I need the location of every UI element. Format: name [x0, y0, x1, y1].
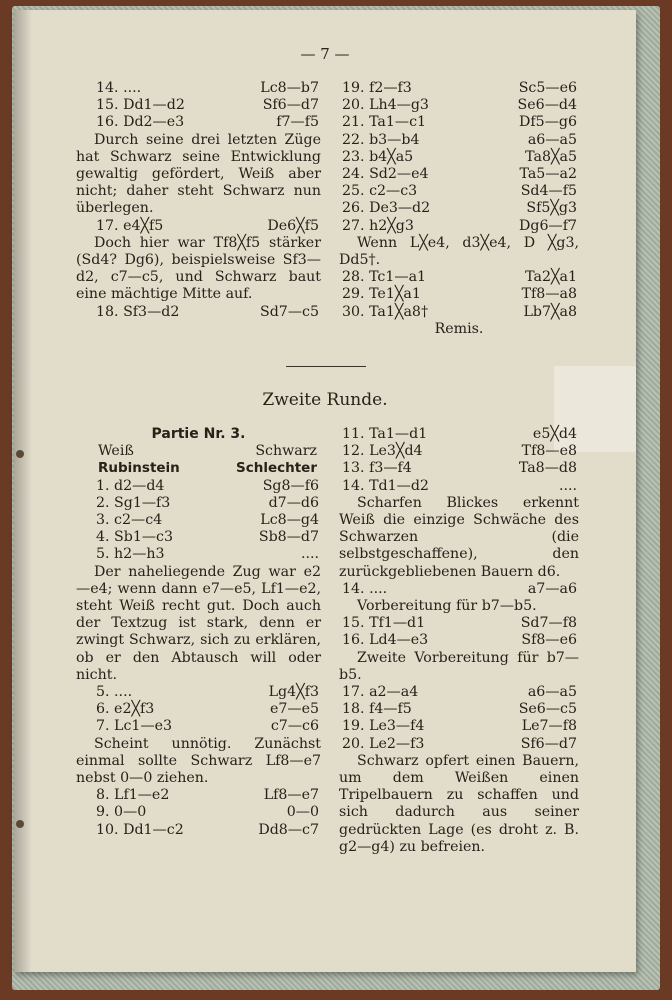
move-row [76, 822, 321, 839]
move-row [76, 787, 321, 804]
white-move: 22. b3—b4 [342, 131, 420, 148]
move-spacer [414, 615, 504, 632]
move-spacer [414, 718, 504, 735]
black-move: Lf8—e7 [263, 787, 319, 804]
move-row [339, 132, 579, 149]
black-move: Ta8╳a5 [525, 148, 577, 165]
right-column-top [339, 80, 579, 338]
move-spacer [414, 426, 504, 443]
black-move: .... [558, 477, 577, 494]
black-move: Dg6—f7 [519, 217, 577, 234]
white-move: 1. d2—d4 [96, 477, 165, 494]
binding-hole [16, 820, 24, 828]
white-move: 25. c2—c3 [342, 183, 418, 200]
white-move: 12. Le3╳d4 [342, 443, 423, 460]
white-move: 5. .... [96, 684, 133, 701]
move-spacer [168, 804, 248, 821]
move-row [339, 684, 579, 701]
white-move: 16. Dd2—e3 [96, 114, 185, 131]
white-move: 13. f3—f4 [342, 460, 412, 477]
black-move: Sb8—d7 [258, 529, 319, 546]
move-spacer [414, 684, 504, 701]
left-column-top [76, 80, 321, 321]
black-move: c7—c6 [270, 718, 319, 735]
move-spacer [168, 97, 248, 114]
black-move: Ta8—d8 [518, 460, 577, 477]
book-page [14, 10, 636, 972]
move-spacer [168, 684, 248, 701]
move-spacer [414, 149, 504, 166]
move-row [339, 114, 579, 131]
move-spacer [414, 286, 504, 303]
move-spacer [168, 478, 248, 495]
move-spacer [414, 304, 504, 321]
white-move: 4. Sb1—c3 [96, 529, 174, 546]
move-row [339, 460, 579, 477]
white-move: 23. b4╳a5 [342, 148, 414, 165]
move-spacer [168, 218, 248, 235]
move-row [76, 512, 321, 529]
move-row [339, 736, 579, 753]
move-spacer [414, 581, 504, 598]
annotation-text: Der naheliegende Zug war e2—e4; wenn dann e7—e5, Lf1—e2, steht Weiß recht gut. Doch auch der Textzug ist stark, denn er zwingt Schwarz, sich zu erklären, ob er den Abtausch will oder nicht. [76, 563, 321, 683]
white-move: 11. Ta1—d1 [342, 426, 428, 442]
move-row [339, 269, 579, 286]
black-move: Ta2╳a1 [525, 269, 577, 286]
white-move: 5. h2—h3 [96, 546, 165, 563]
white-move: 16. Ld4—e3 [342, 632, 429, 649]
move-row [339, 218, 579, 235]
move-row [76, 718, 321, 735]
move-row [339, 426, 579, 443]
white-move: 2. Sg1—f3 [96, 494, 171, 511]
black-move: d7—d6 [268, 494, 319, 511]
white-move: 26. De3—d2 [342, 200, 431, 217]
black-label: Schwarz [255, 443, 317, 460]
move-row [339, 632, 579, 649]
white-move: 6. e2╳f3 [96, 701, 155, 718]
black-move: Df5—g6 [519, 114, 577, 131]
annotation-text: Durch seine drei letzten Züge hat Schwarz seine Entwicklung gewaltig gefördert, Weiß aber nicht; daher steht Schwarz nun überlegen. [76, 131, 321, 217]
black-move: Lg4╳f3 [268, 684, 319, 701]
white-move: 18. Sf3—d2 [96, 303, 180, 320]
black-move: De6╳f5 [267, 217, 319, 234]
black-move: Lc8—b7 [260, 80, 319, 96]
black-move: Sf6—d7 [520, 735, 577, 752]
white-player: Rubinstein [98, 460, 180, 477]
move-spacer [414, 97, 504, 114]
move-spacer [414, 80, 504, 97]
move-spacer [414, 632, 504, 649]
black-move: Tf8—e8 [521, 443, 577, 460]
move-spacer [414, 736, 504, 753]
move-spacer [168, 512, 248, 529]
move-spacer [168, 787, 248, 804]
move-spacer [414, 132, 504, 149]
move-spacer [168, 304, 248, 321]
move-row [339, 478, 579, 495]
white-move: 15. Tf1—d1 [342, 615, 426, 632]
move-row [339, 286, 579, 303]
white-move: 29. Te1╳a1 [342, 286, 421, 303]
move-row [339, 304, 579, 321]
move-spacer [414, 183, 504, 200]
page-binding-shadow [14, 10, 32, 972]
move-spacer [414, 478, 504, 495]
white-move: 14. .... [342, 580, 388, 597]
move-row [76, 684, 321, 701]
black-move: Se6—d4 [517, 97, 577, 114]
player-names [76, 460, 321, 477]
annotation-text: Scheint unnötig. Zunächst einmal sollte Schwarz Lf8—e7 nebst 0—0 ziehen. [76, 735, 321, 787]
white-move: 19. Le3—f4 [342, 718, 425, 735]
move-spacer [414, 166, 504, 183]
move-row [76, 478, 321, 495]
move-spacer [168, 822, 248, 839]
move-row [339, 443, 579, 460]
section-divider [286, 366, 366, 367]
black-move: Sf5╳g3 [526, 200, 577, 217]
move-spacer [168, 718, 248, 735]
move-spacer [414, 269, 504, 286]
move-row [339, 80, 579, 97]
black-move: Sf8—e6 [521, 632, 577, 649]
move-row [339, 200, 579, 217]
black-move: Le7—f8 [521, 718, 577, 735]
white-move: 19. f2—f3 [342, 80, 412, 96]
white-move: 30. Ta1╳a8† [342, 303, 429, 320]
move-row [339, 97, 579, 114]
move-row [76, 804, 321, 821]
move-spacer [414, 218, 504, 235]
white-move: 15. Dd1—d2 [96, 97, 185, 114]
black-move: Lc8—g4 [260, 512, 319, 529]
white-move: 24. Sd2—e4 [342, 166, 429, 183]
move-row [339, 149, 579, 166]
move-row [76, 546, 321, 563]
black-move: Lb7╳a8 [523, 303, 577, 320]
left-column-bottom [76, 426, 321, 839]
black-move: Tf8—a8 [521, 286, 577, 303]
move-spacer [414, 114, 504, 131]
white-move: 10. Dd1—c2 [96, 821, 184, 838]
white-move: 9. 0—0 [96, 804, 147, 821]
move-row [339, 183, 579, 200]
black-move: Sd4—f5 [520, 183, 577, 200]
black-move: .... [300, 546, 319, 563]
white-move: 8. Lf1—e2 [96, 787, 170, 804]
white-move: 28. Tc1—a1 [342, 269, 427, 286]
white-move: 27. h2╳g3 [342, 217, 414, 234]
move-row [339, 701, 579, 718]
move-row [339, 718, 579, 735]
black-move: a7—a6 [527, 580, 577, 597]
left-bottom-moves [76, 478, 321, 839]
color-labels [76, 443, 321, 460]
black-move: Se6—c5 [518, 701, 577, 718]
white-move: 21. Ta1—c1 [342, 114, 427, 131]
section-heading: Zweite Runde. [262, 390, 388, 410]
page-number: — 7 — [300, 45, 350, 63]
move-row [76, 529, 321, 546]
move-row [76, 114, 321, 131]
move-row [339, 166, 579, 183]
black-move: a6—a5 [527, 131, 577, 148]
white-move: 17. a2—a4 [342, 684, 419, 701]
white-label: Weiß [98, 443, 134, 460]
black-player: Schlechter [236, 460, 317, 477]
move-row [76, 97, 321, 114]
move-spacer [168, 529, 248, 546]
move-spacer [414, 200, 504, 217]
white-move: 14. Td1—d2 [342, 477, 429, 494]
move-spacer [168, 495, 248, 512]
black-move: Sf6—d7 [262, 97, 319, 114]
black-move: Ta5—a2 [519, 166, 577, 183]
white-move: 17. e4╳f5 [96, 217, 164, 234]
move-spacer [168, 546, 248, 563]
annotation-text: Vorbereitung für b7—b5. [357, 598, 537, 615]
annotation-text: Wenn L╳e4, d3╳e4, D ╳g3, Dd5†. [339, 234, 579, 269]
move-row [76, 495, 321, 512]
move-row [76, 701, 321, 718]
move-spacer [414, 701, 504, 718]
move-spacer [168, 114, 248, 131]
move-row [339, 581, 579, 598]
white-move: 18. f4—f5 [342, 701, 412, 718]
white-move: 7. Lc1—e3 [96, 718, 173, 735]
move-spacer [414, 460, 504, 477]
move-spacer [168, 80, 248, 97]
black-move: Sd7—c5 [260, 303, 319, 320]
move-spacer [414, 443, 504, 460]
move-row [76, 304, 321, 321]
move-spacer [168, 701, 248, 718]
black-move: a6—a5 [527, 684, 577, 701]
black-move: e7—e5 [269, 701, 319, 718]
annotation-text: Schwarz opfert einen Bauern, um dem Weißen einen Tripelbauern zu schaffen und sich dadurch aus seiner gedrückten Lage (es droht z. B. g2—g4) zu befreien. [339, 752, 579, 855]
move-row [339, 615, 579, 632]
black-move: Sg8—f6 [262, 477, 319, 494]
black-move: f7—f5 [276, 114, 319, 131]
move-row [76, 80, 321, 97]
annotation-text: Scharfen Blickes erkennt Weiß die einzige Schwäche des Schwarzen (die selbstgeschaffene), den zurückgebliebenen Bauern d6. [339, 494, 579, 580]
black-move: Dd8—c7 [258, 821, 319, 838]
white-move: 14. .... [96, 80, 142, 96]
binding-hole [16, 450, 24, 458]
white-move: 20. Le2—f3 [342, 735, 425, 752]
annotation-text: Zweite Vorbereitung für b7—b5. [339, 649, 579, 683]
white-move: 20. Lh4—g3 [342, 97, 429, 114]
black-move: 0—0 [286, 804, 319, 821]
black-move: Sc5—e6 [518, 80, 577, 96]
result-text: Remis. [434, 320, 484, 337]
black-move: Sd7—f8 [520, 615, 577, 632]
right-column-bottom [339, 426, 579, 856]
annotation-text: Doch hier war Tf8╳f5 stärker (Sd4? Dg6), beispielsweise Sf3—d2, c7—c5, und Schwarz baut eine mächtige Mitte auf. [76, 234, 321, 303]
move-row [76, 218, 321, 235]
white-move: 3. c2—c4 [96, 512, 163, 529]
game-title: Partie Nr. 3. [151, 426, 246, 442]
black-move: e5╳d4 [532, 426, 577, 442]
